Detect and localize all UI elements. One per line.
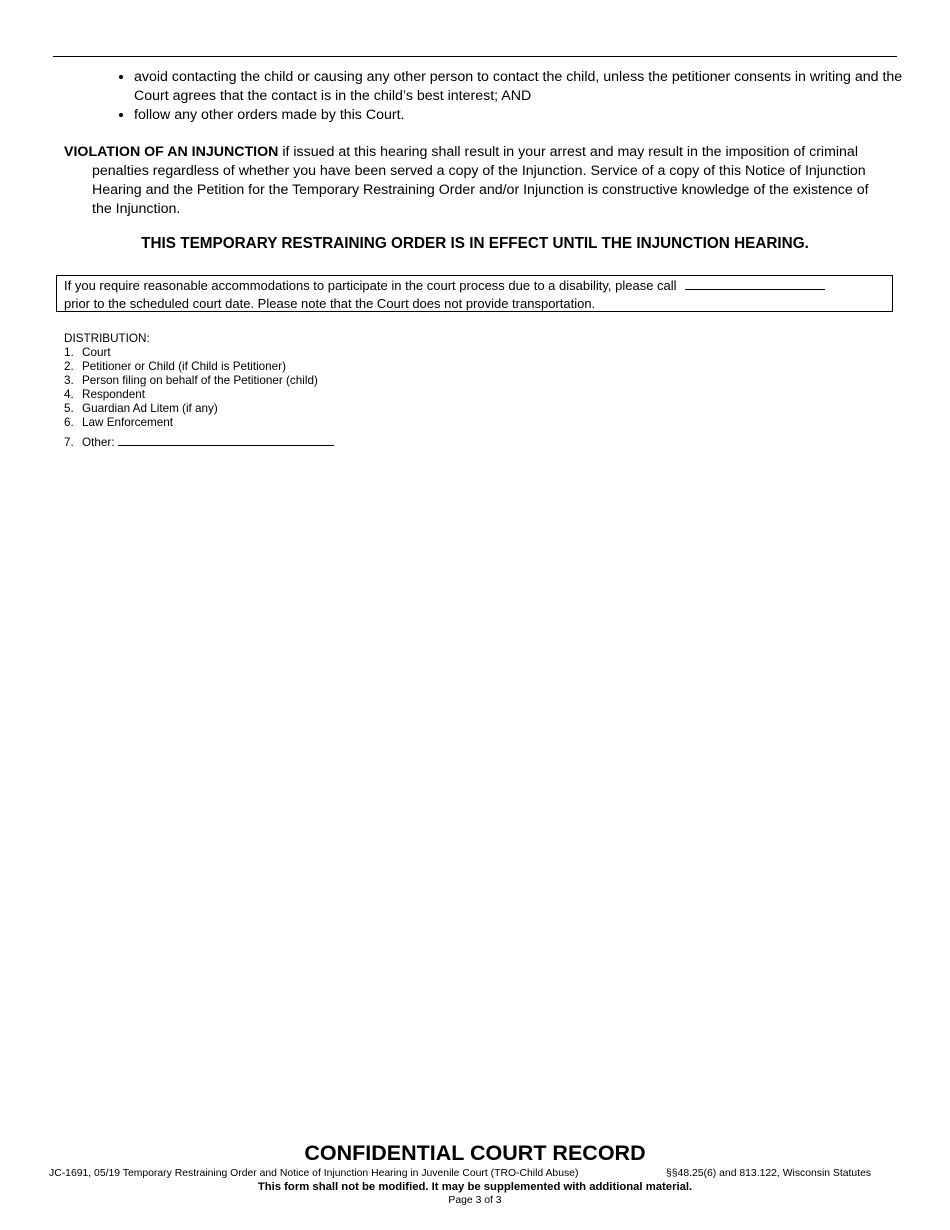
item-label: Other:: [82, 436, 115, 449]
item-label: Person filing on behalf of the Petitioner (child): [82, 374, 318, 387]
accommodations-line-2: prior to the scheduled court date. Please note that the Court does not provide transportation.: [64, 296, 596, 311]
distribution-list: [64, 332, 334, 450]
item-number: 7.: [64, 436, 74, 449]
distribution-item-other: [64, 434, 334, 450]
other-blank-field[interactable]: [118, 434, 334, 446]
item-number: 6.: [64, 416, 74, 429]
item-label: Guardian Ad Litem (if any): [82, 402, 218, 415]
accommodations-line-1: [64, 277, 892, 295]
item-label: Petitioner or Child (if Child is Petitioner): [82, 360, 286, 373]
distribution-item-court: [64, 346, 334, 360]
phone-blank-field[interactable]: [685, 278, 825, 290]
violation-text: if issued at this hearing shall result in your arrest and may result in the imposition of criminal penalties regardless of whether you have been served a copy of the Injunction. Service of a copy of this Notice of Injunction Hearing and the Petition for the Temporary Restraining Order and/or Injunction is constructive knowledge of the existence of the Injunction.: [92, 144, 869, 217]
distribution-item-petitioner: [64, 360, 334, 374]
header-divider: [53, 56, 897, 57]
statutes-reference: §§48.25(6) and 813.122, Wisconsin Statutes: [666, 1168, 872, 1179]
page-number: Page 3 of 3: [448, 1195, 502, 1206]
bullet-item-other-orders: • follow any other orders made by this Court.: [134, 106, 904, 125]
item-label: Respondent: [82, 388, 146, 401]
distribution-heading: DISTRIBUTION:: [64, 332, 150, 345]
item-number: 2.: [64, 360, 74, 373]
item-number: 3.: [64, 374, 74, 387]
distribution-item-law-enforcement: [64, 416, 334, 430]
tro-effect-heading: THIS TEMPORARY RESTRAINING ORDER IS IN EFFECT UNTIL THE INJUNCTION HEARING.: [141, 235, 809, 252]
item-number: 4.: [64, 388, 74, 401]
confidential-record-title: CONFIDENTIAL COURT RECORD: [304, 1141, 646, 1165]
violation-paragraph: [64, 143, 882, 219]
distribution-item-respondent: [64, 388, 334, 402]
item-label: Law Enforcement: [82, 416, 173, 429]
bullet-item-no-contact: • avoid contacting the child or causing any other person to contact the child, unless the petitioner consents in writing and the Court agrees that the contact is in the child’s best interest; AND: [134, 68, 904, 106]
form-id: JC-1691, 05/19 Temporary Restraining Order and Notice of Injunction Hearing in Juvenile Court (TRO-Child Abuse): [49, 1168, 579, 1179]
item-label: Court: [82, 346, 111, 359]
distribution-item-person-filing: [64, 374, 334, 388]
accommodations-text-1: If you require reasonable accommodations to participate in the court process due to a disability, please call: [64, 278, 677, 293]
modification-notice: This form shall not be modified. It may be supplemented with additional material.: [257, 1181, 693, 1193]
accommodations-box: [56, 275, 893, 312]
item-number: 1.: [64, 346, 74, 359]
violation-heading: VIOLATION OF AN INJUNCTION: [64, 144, 279, 160]
form-id-line: [49, 1167, 889, 1180]
bullet-list: [112, 68, 904, 125]
item-number: 5.: [64, 402, 74, 415]
distribution-item-guardian: [64, 402, 334, 416]
